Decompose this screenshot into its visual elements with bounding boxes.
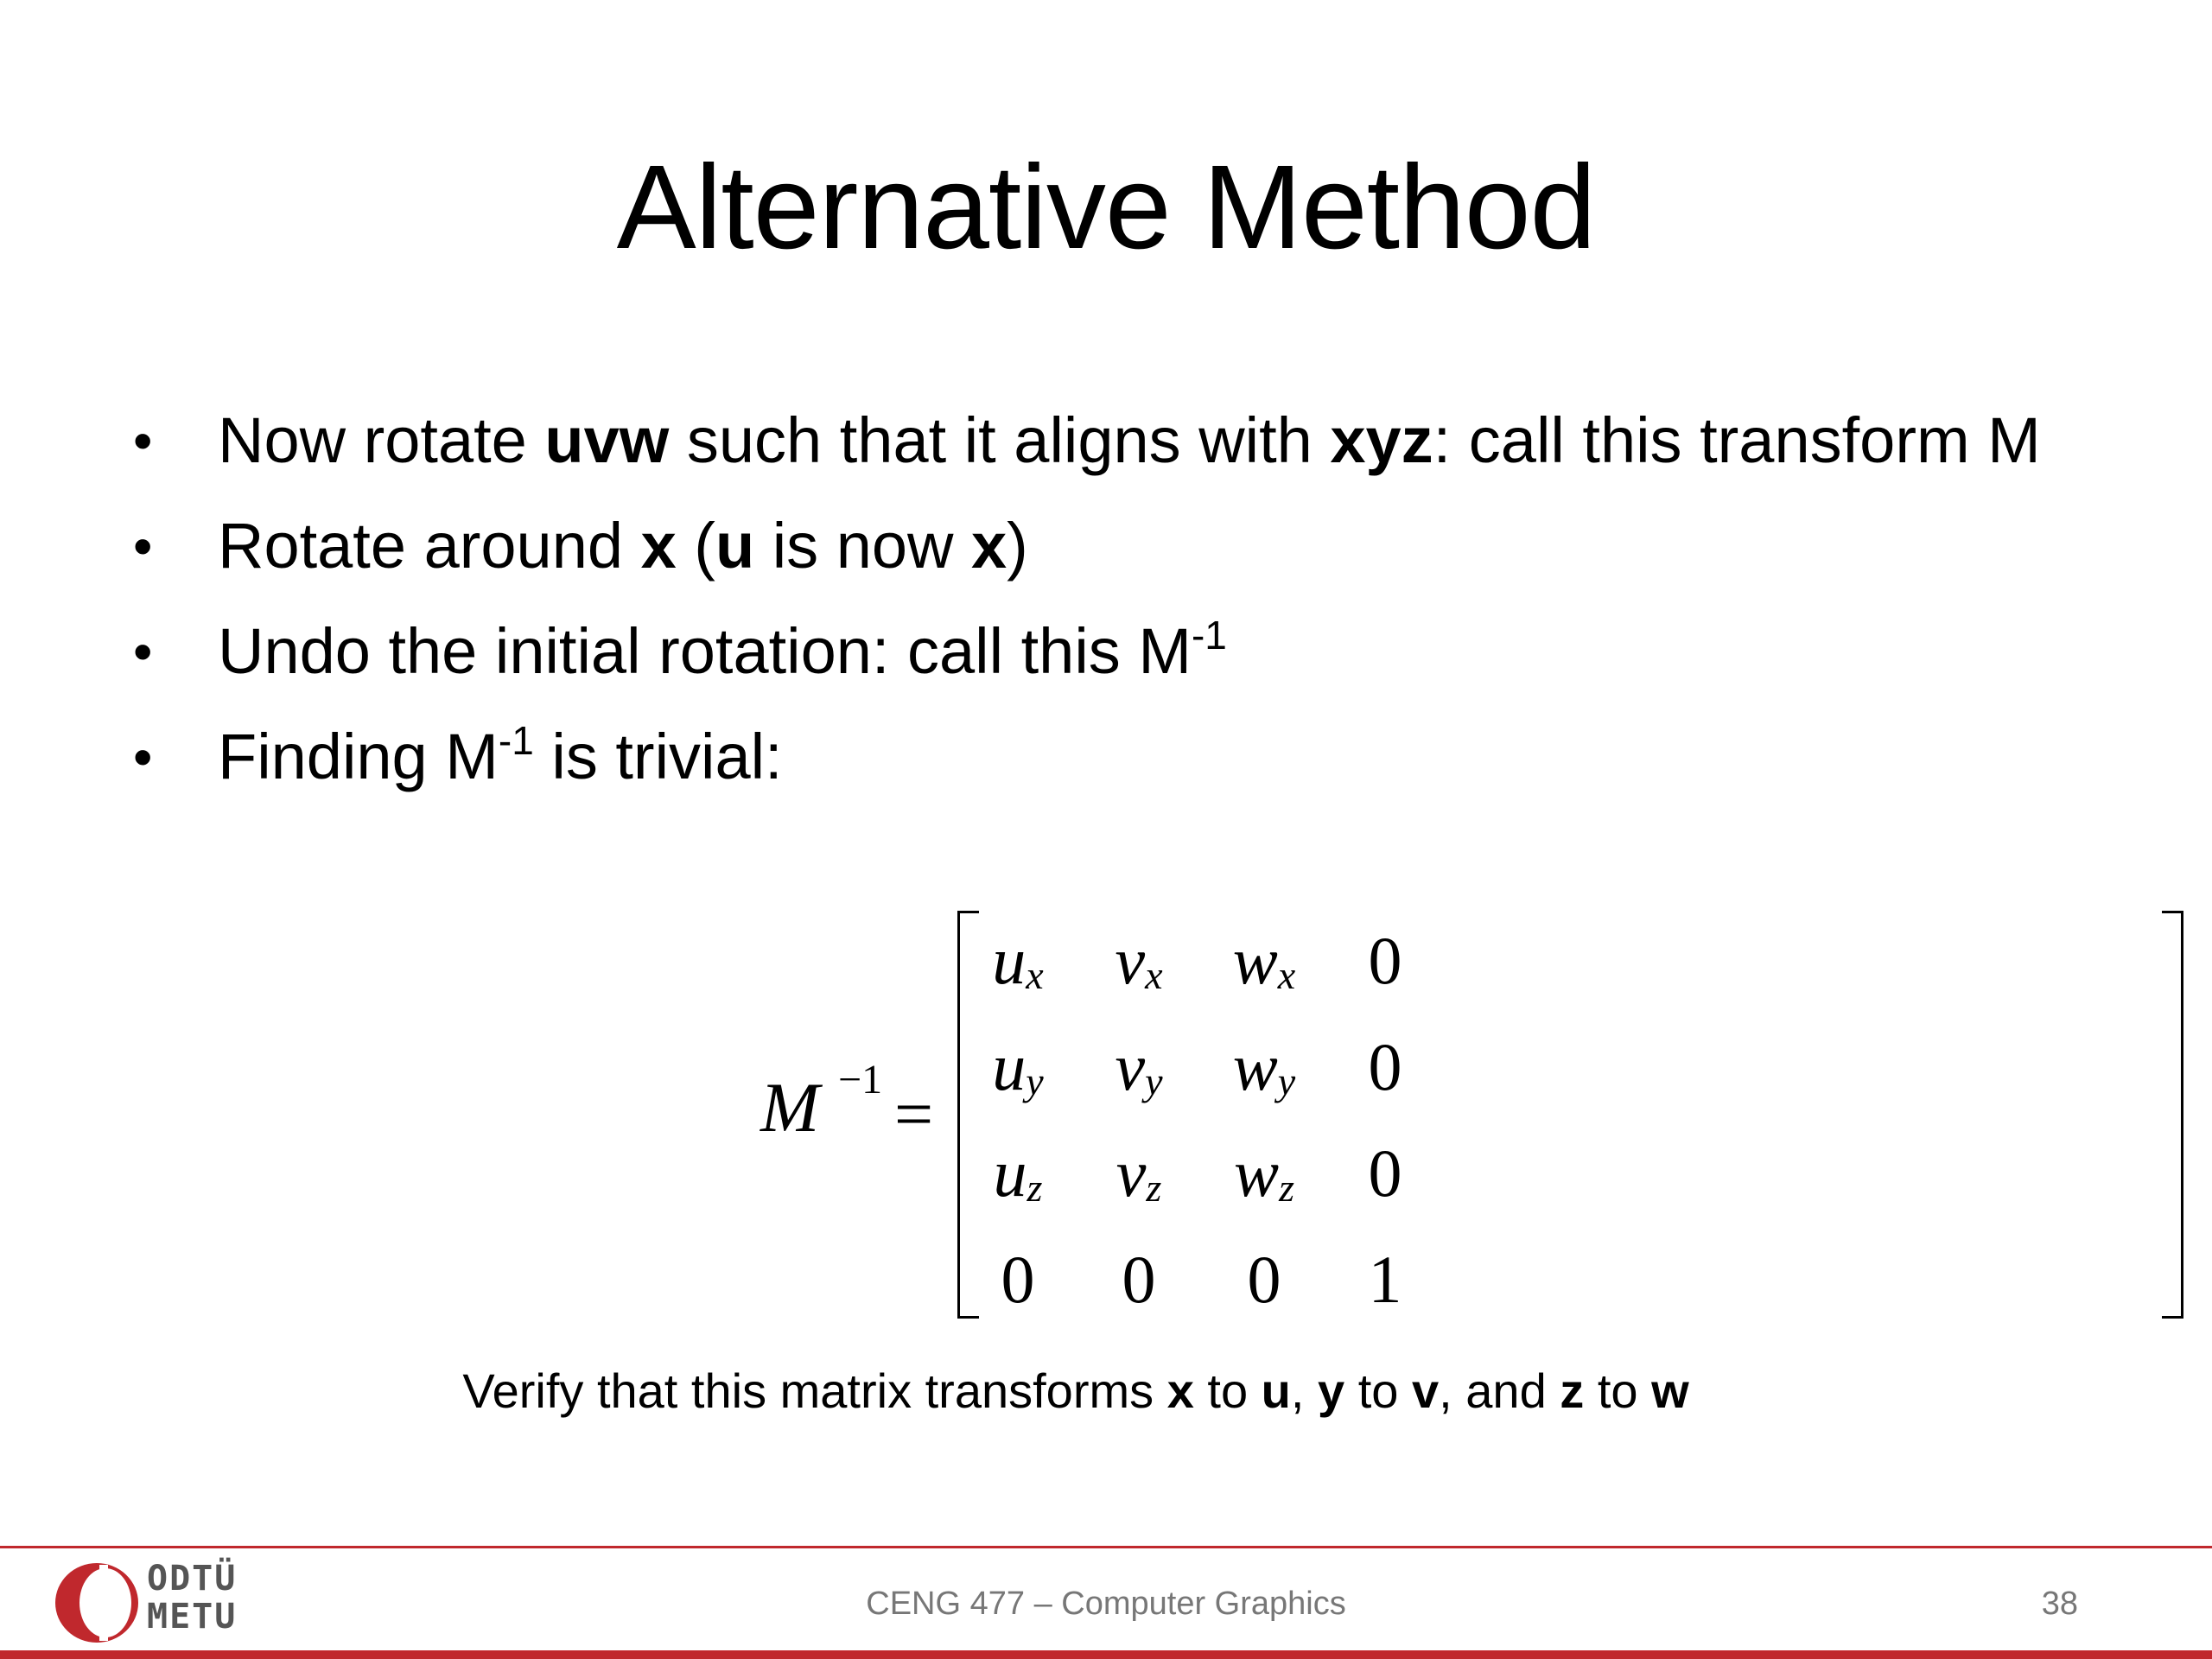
- matrix-cell: $v_y$: [1115, 1029, 1163, 1104]
- matrix-cell: $w_x$: [1232, 923, 1296, 998]
- matrix-cell: 0: [1122, 1242, 1156, 1317]
- footer-divider: [0, 1546, 2212, 1548]
- bullet-dot-icon: •: [133, 410, 153, 472]
- metu-logo-text: ODTÜ METU: [147, 1559, 238, 1637]
- verify-note: Verify that this matrix transforms x to u, y to v, and z to w: [462, 1363, 1689, 1418]
- matrix-cell: $v_x$: [1115, 923, 1163, 998]
- matrix-cell: 0: [1368, 923, 1402, 998]
- equation-lhs: M: [760, 1068, 820, 1147]
- bullet-item: • Rotate around x (u is now x): [121, 501, 2108, 591]
- matrix-cell: $u_x$: [992, 923, 1044, 998]
- bullet-list: [121, 396, 2108, 817]
- course-name: CENG 477 – Computer Graphics: [866, 1586, 1346, 1622]
- equals-sign: =: [894, 1077, 934, 1153]
- matrix-cell: $v_z$: [1116, 1135, 1162, 1211]
- bullet-item: • Now rotate uvw such that it aligns with xyz: call this transform M: [121, 396, 2108, 486]
- bullet-item: • Undo the initial rotation: call this $M^{-1}$: [121, 607, 2108, 696]
- matrix-cell: 0: [1001, 1242, 1035, 1317]
- matrix-cell: 0: [1247, 1242, 1281, 1317]
- bullet-dot-icon: •: [133, 515, 153, 577]
- matrix-cell: 0: [1368, 1135, 1402, 1211]
- inverse-rotation-matrix: [957, 907, 1441, 1322]
- matrix-cell: $u_z$: [993, 1135, 1043, 1211]
- page-number: 38: [2041, 1586, 2078, 1622]
- bullet-dot-icon: •: [133, 726, 153, 788]
- right-bracket: [2162, 911, 2183, 1319]
- equation-lhs-exponent: −1: [838, 1057, 883, 1103]
- matrix-cell: 1: [1368, 1242, 1402, 1317]
- matrix-cell: $w_z$: [1234, 1135, 1294, 1211]
- matrix-cell: $u_y$: [992, 1029, 1044, 1104]
- footer-bottom-bar: [0, 1650, 2212, 1659]
- slide-title: Alternative Method: [616, 141, 1596, 274]
- matrix-cell: $w_y$: [1232, 1029, 1296, 1104]
- bullet-dot-icon: •: [133, 620, 153, 683]
- matrix-cell: 0: [1368, 1029, 1402, 1104]
- bullet-item: • Finding $M^{-1}$ is trivial:: [121, 712, 2108, 802]
